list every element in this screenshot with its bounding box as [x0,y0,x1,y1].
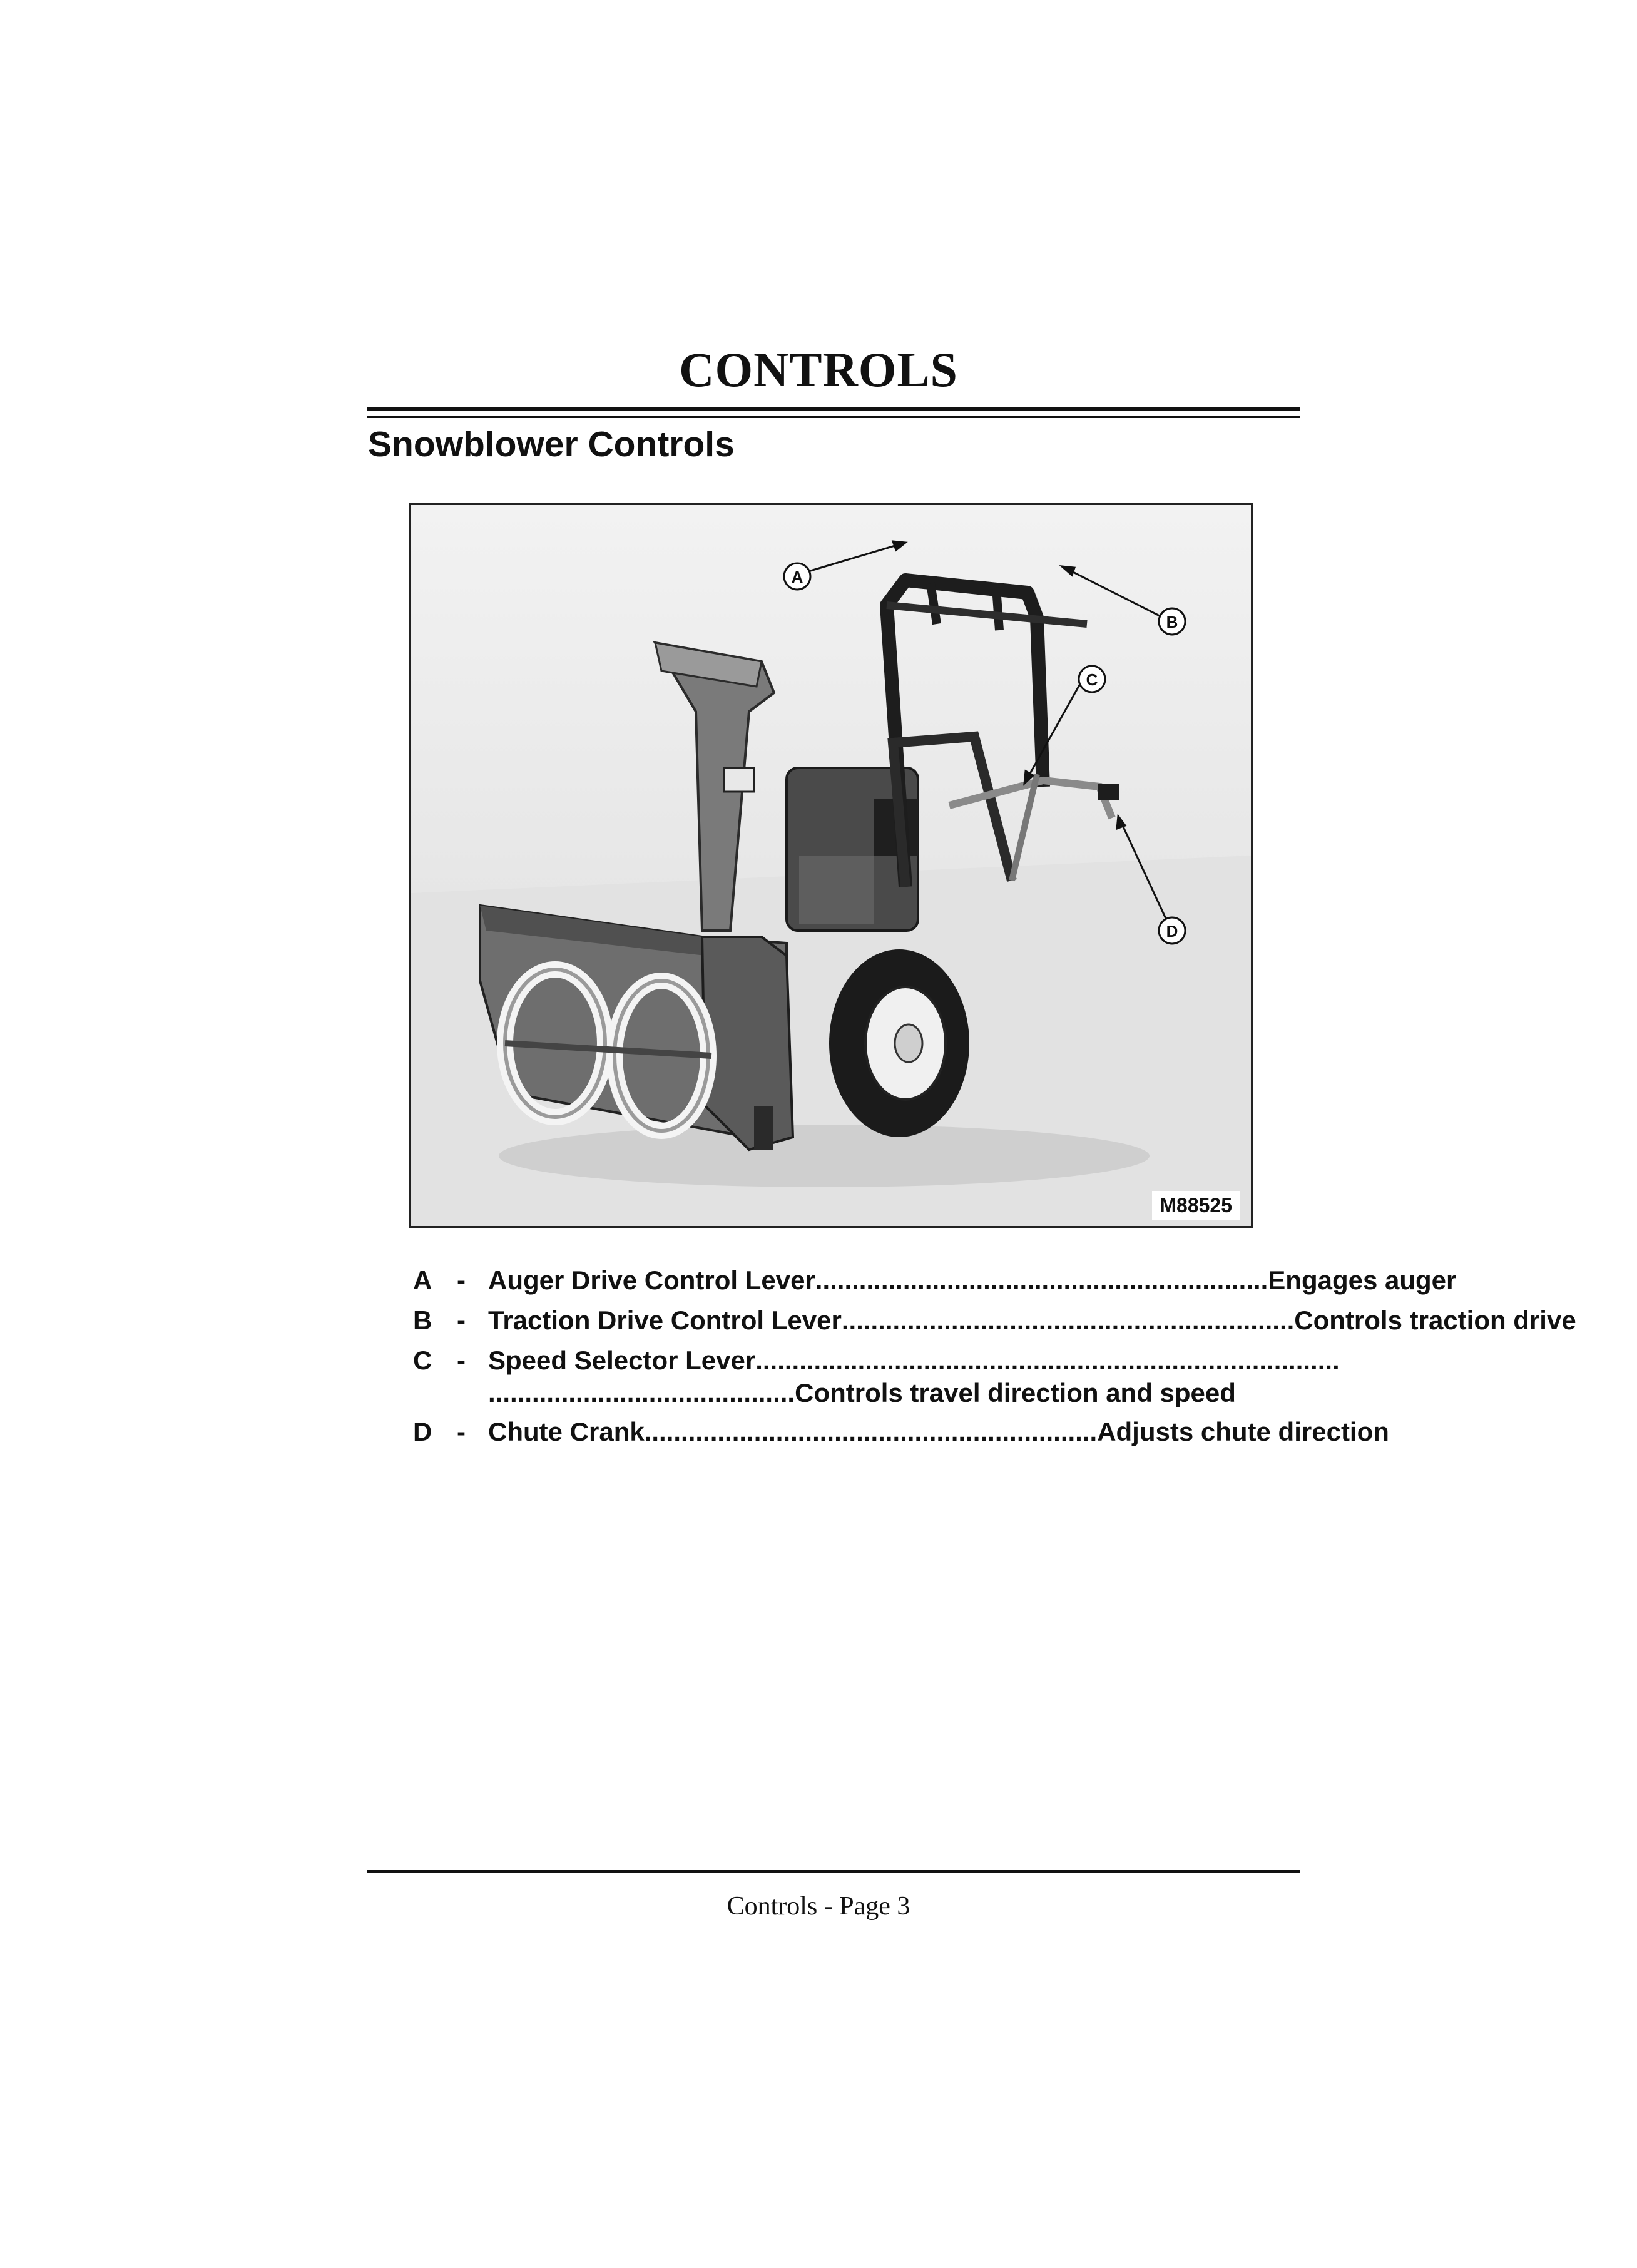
legend-body [488,1416,1389,1448]
title-rule-thin [367,416,1300,418]
legend-line-2 [488,1377,1264,1409]
legend-letter: A [413,1265,432,1295]
legend-item-a [413,1264,1457,1297]
legend-letter: C [413,1346,432,1375]
legend-name: Chute Crank [488,1417,645,1446]
legend-name: Auger Drive Control Lever [488,1265,815,1295]
page-title: CONTROLS [679,342,958,397]
leader-dots: ................................................................................ [755,1346,1340,1375]
legend-body [488,1344,1340,1409]
legend-letter: B [413,1305,432,1335]
figure-id: M88525 [1152,1191,1240,1220]
legend-item-b [413,1304,1576,1337]
legend-dash: - [457,1265,466,1295]
legend-body [488,1304,1576,1337]
legend-dash: - [457,1417,466,1446]
section-title: Snowblower Controls [368,424,735,464]
leader-dots: .............................................................. [841,1305,1295,1335]
callout-b-label: B [1166,613,1178,631]
legend-function: Engages auger [1268,1265,1457,1295]
legend-name: Traction Drive Control Lever [488,1305,842,1335]
leader-dots: .............................................................. [815,1265,1268,1295]
legend-body [488,1264,1456,1297]
callout-a-label: A [791,568,803,586]
controls-legend [413,1264,1576,1456]
callout-d-label: D [1166,922,1178,941]
legend-dash: - [457,1305,466,1335]
title-rule-thick [367,407,1300,411]
legend-line-1 [488,1344,1340,1377]
leader-dots: .............................................................. [644,1417,1098,1446]
legend-function: Controls travel direction and speed [795,1378,1236,1407]
snowblower-illustration [411,505,1251,1226]
footer-rule [367,1870,1300,1873]
legend-dash: - [457,1346,466,1375]
legend-item-c [413,1344,1340,1409]
legend-item-d [413,1416,1389,1448]
page-footer: Controls - Page 3 [727,1892,910,1921]
leader-dots: .......................................... [488,1378,795,1407]
legend-name: Speed Selector Lever [488,1346,756,1375]
legend-function: Adjusts chute direction [1097,1417,1389,1446]
snowblower-figure [409,503,1253,1228]
legend-function: Controls traction drive [1294,1305,1576,1335]
legend-letter: D [413,1417,432,1446]
callout-c-label: C [1086,670,1098,689]
